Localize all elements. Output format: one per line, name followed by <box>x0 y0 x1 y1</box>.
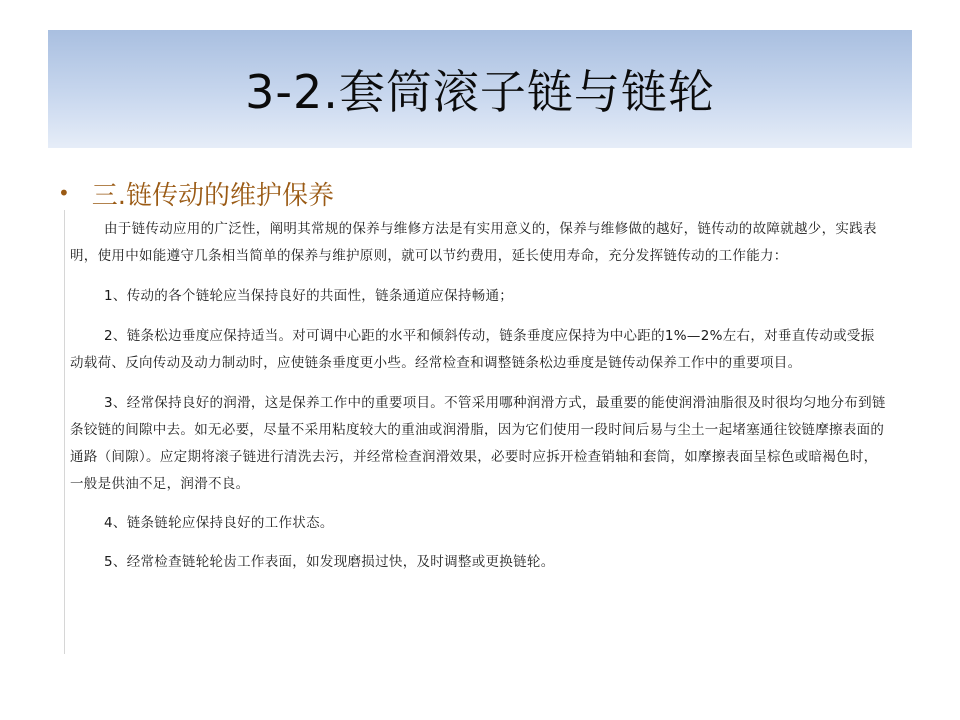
bullet-icon: • <box>58 181 70 205</box>
rule-1-paragraph: 1、传动的各个链轮应当保持良好的共面性，链条通道应保持畅通； <box>104 288 514 304</box>
section-heading: 三.链传动的维护保养 <box>91 180 335 211</box>
rule-2-paragraph: 2、链条松边垂度应保持适当。对可调中心距的水平和倾斜传动，链条垂度应保持为中心距的1%—2%左右，对垂直传动或受振动载荷、反向传动及动力制动时，应使链条垂度更小些。经常检查和调整链条松边垂度是链传动保养工作中的重要项目。 <box>70 328 875 371</box>
title-banner <box>48 30 912 148</box>
rule-3-paragraph: 3、经常保持良好的润滑，这是保养工作中的重要项目。不管采用哪种润滑方式，最重要的能使润滑油脂很及时很均匀地分布到链条铰链的间隙中去。如无必要，尽量不采用粘度较大的重油或润滑脂，因为它们使用一段时间后易与尘土一起堵塞通往铰链摩擦表面的通路（间隙）。应定期将滚子链进行清洗去污，并经常检查润滑效果，必要时应拆开检查销轴和套筒，如摩擦表面呈棕色或暗褐色时，一般是供油不足，润滑不良。 <box>70 395 886 492</box>
scan-margin-line <box>64 210 65 654</box>
section-heading-row <box>58 174 334 212</box>
intro-paragraph: 由于链传动应用的广泛性，阐明其常规的保养与维修方法是有实用意义的，保养与维修做的越好，链传动的故障就越少，实践表明，使用中如能遵守几条相当简单的保养与维护原则，就可以节约费用，延长使用寿命，充分发挥链传动的工作能力： <box>70 221 877 264</box>
scanned-text-block <box>70 216 888 576</box>
rule-4-paragraph: 4、链条链轮应保持良好的工作状态。 <box>104 515 334 531</box>
rule-5-paragraph: 5、经常检查链轮轮齿工作表面，如发现磨损过快，及时调整或更换链轮。 <box>104 554 555 570</box>
slide-title: 3-2.套筒滚子链与链轮 <box>245 65 715 119</box>
